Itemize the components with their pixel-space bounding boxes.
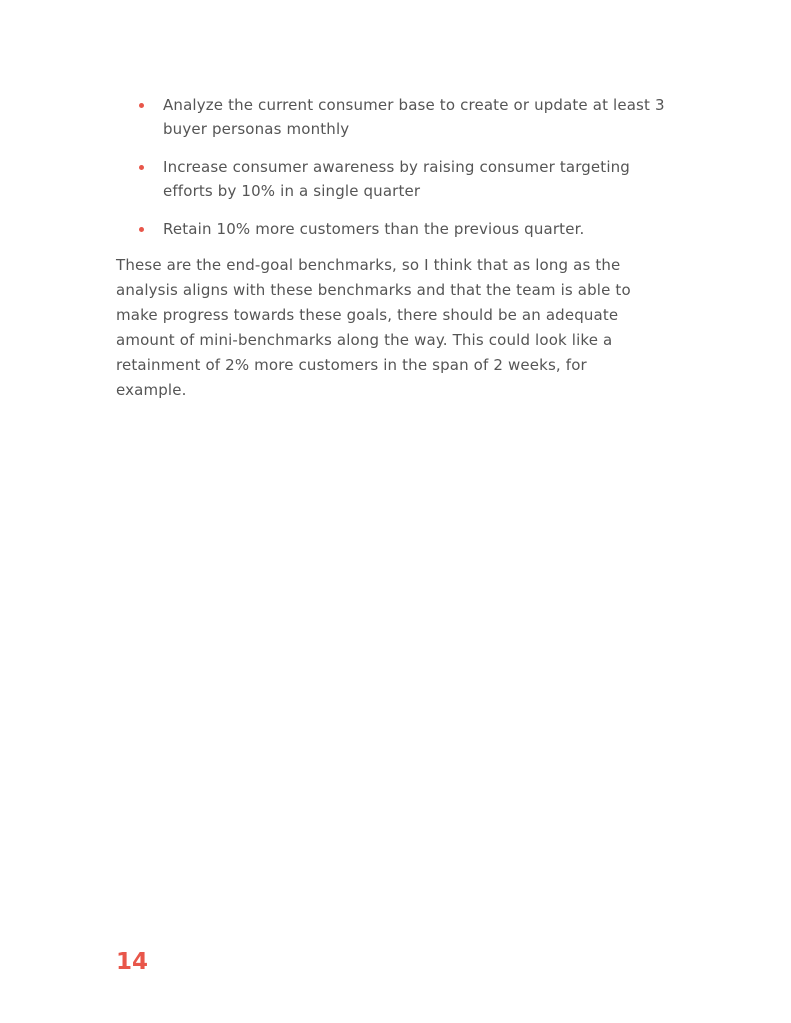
bullet-item [136,93,696,141]
bullet-dot-icon [139,165,144,170]
bullet-text: Retain 10% more customers than the previous quarter. [163,220,585,238]
bullet-dot-icon [139,227,144,232]
page-number: 14 [116,949,149,975]
benchmark-bullet-list [136,93,696,255]
bullet-item [136,155,696,203]
bullet-text: Analyze the current consumer base to create or update at least 3 buyer personas monthly [163,96,665,138]
body-paragraph: These are the end-goal benchmarks, so I think that as long as the analysis aligns with these benchmarks and that the team is able to make progress towards these goals, there should be an adequate amount of mini-benchmarks along the way. This could look like a retainment of 2% more customers in the span of 2 weeks, for example. [116,256,631,399]
bullet-item [136,217,696,241]
bullet-text: Increase consumer awareness by raising consumer targeting efforts by 10% in a single quarter [163,158,630,200]
bullet-dot-icon [139,103,144,108]
